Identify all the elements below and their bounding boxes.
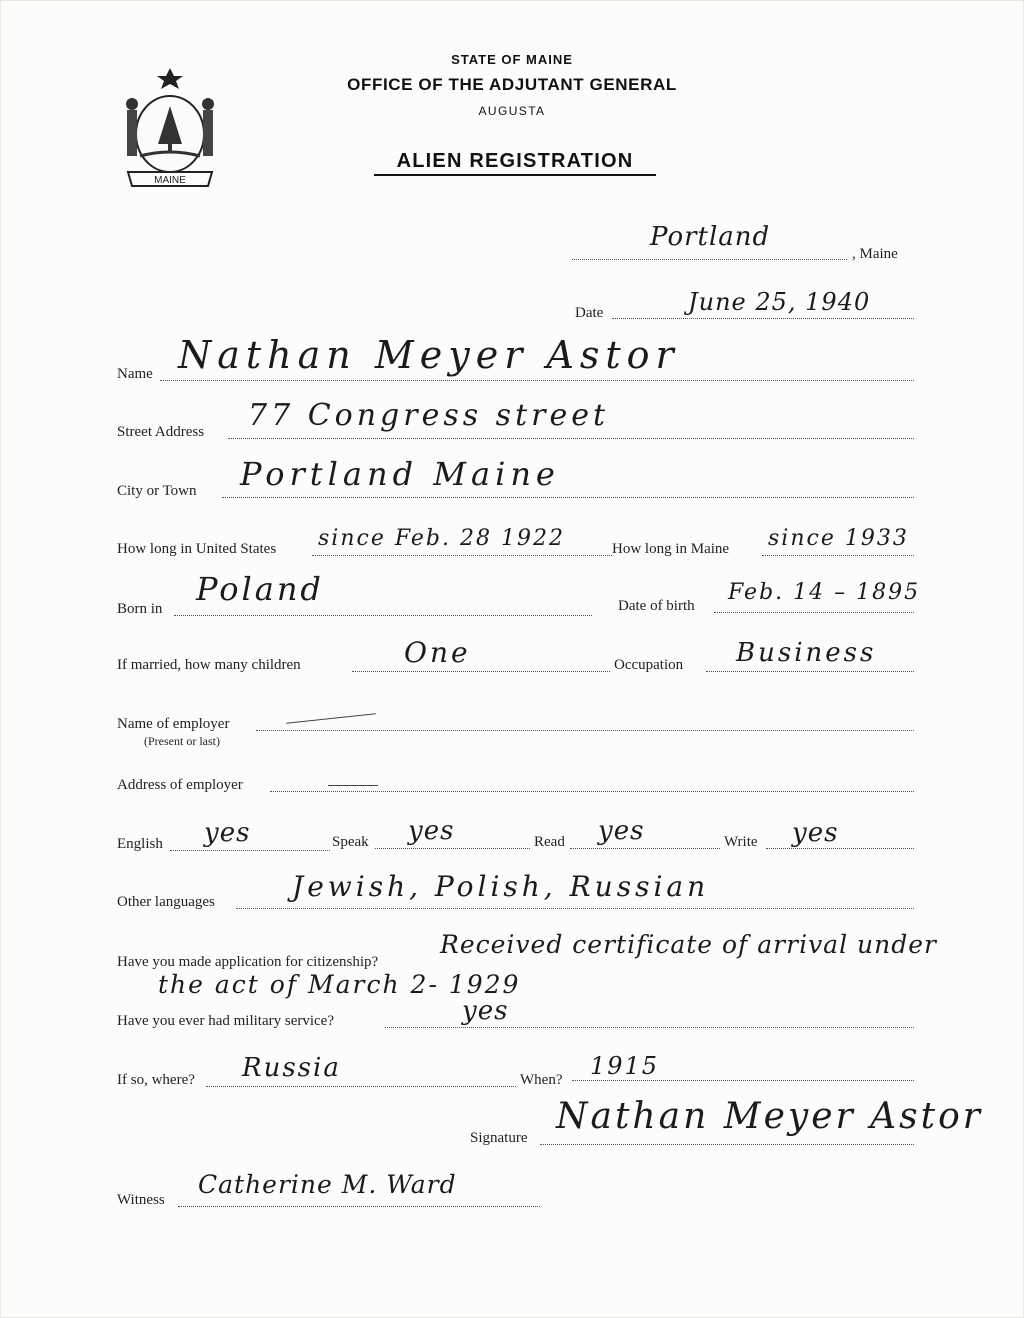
born-line bbox=[174, 615, 592, 616]
svg-text:MAINE: MAINE bbox=[154, 175, 186, 186]
other-languages-line bbox=[236, 908, 914, 909]
employer-address-label: Address of employer bbox=[117, 777, 243, 793]
date-label: Date bbox=[575, 305, 604, 321]
other-languages-label: Other languages bbox=[117, 894, 215, 910]
write-label: Write bbox=[724, 834, 758, 850]
military-value: yes bbox=[462, 996, 509, 1026]
occupation-value: Business bbox=[736, 638, 877, 668]
write-line bbox=[766, 848, 914, 849]
us-stay-label: How long in United States bbox=[117, 541, 277, 557]
name-label: Name bbox=[117, 366, 153, 382]
speak-label: Speak bbox=[332, 834, 369, 850]
dob-line bbox=[714, 612, 914, 613]
name-value: Nathan Meyer Astor bbox=[178, 333, 680, 377]
when-line bbox=[572, 1080, 914, 1081]
witness-value: Catherine M. Ward bbox=[198, 1170, 457, 1199]
maine-label: , Maine bbox=[852, 246, 898, 262]
read-line bbox=[570, 848, 720, 849]
street-line bbox=[228, 438, 914, 439]
english-line bbox=[170, 850, 330, 851]
citizenship-label: Have you made application for citizenship? bbox=[117, 954, 379, 970]
employer-label: Name of employer bbox=[117, 716, 230, 732]
military-label: Have you ever had military service? bbox=[117, 1013, 334, 1029]
witness-label: Witness bbox=[117, 1192, 165, 1208]
name-line bbox=[160, 380, 914, 381]
dob-value: Feb. 14 – 1895 bbox=[728, 580, 921, 605]
state-heading: STATE OF MAINE bbox=[451, 52, 573, 67]
when-value: 1915 bbox=[590, 1052, 660, 1080]
where-line bbox=[206, 1086, 516, 1087]
city-heading: AUGUSTA bbox=[478, 104, 546, 118]
read-label: Read bbox=[534, 834, 565, 850]
maine-stay-line bbox=[762, 555, 914, 556]
office-heading: OFFICE OF THE ADJUTANT GENERAL bbox=[347, 75, 677, 94]
citizenship-value-line2: the act of March 2- 1929 bbox=[158, 970, 521, 999]
born-label: Born in bbox=[117, 601, 163, 617]
city-label: City or Town bbox=[117, 483, 197, 499]
english-value: yes bbox=[204, 818, 251, 848]
date-value: June 25, 1940 bbox=[688, 288, 871, 316]
date-line bbox=[612, 318, 914, 319]
when-label: When? bbox=[520, 1072, 563, 1088]
street-value: 77 Congress street bbox=[248, 398, 610, 433]
town-value: Portland bbox=[650, 222, 771, 252]
employer-dash bbox=[286, 713, 376, 723]
us-stay-value: since Feb. 28 1922 bbox=[318, 526, 565, 551]
occupation-line bbox=[706, 671, 914, 672]
town-line bbox=[572, 259, 847, 260]
employer-sublabel: (Present or last) bbox=[144, 734, 220, 748]
city-value: Portland Maine bbox=[240, 455, 560, 493]
children-value: One bbox=[404, 636, 471, 669]
street-label: Street Address bbox=[117, 424, 205, 440]
signature-label: Signature bbox=[470, 1130, 528, 1146]
speak-value: yes bbox=[408, 816, 455, 846]
english-label: English bbox=[117, 836, 163, 852]
employer-address-line bbox=[270, 791, 914, 792]
form-title: ALIEN REGISTRATION bbox=[374, 150, 656, 176]
children-line bbox=[352, 671, 610, 672]
witness-line bbox=[178, 1206, 540, 1207]
dob-label: Date of birth bbox=[618, 598, 695, 614]
city-line bbox=[222, 497, 914, 498]
us-stay-line bbox=[312, 555, 612, 556]
maine-stay-label: How long in Maine bbox=[612, 541, 730, 557]
maine-stay-value: since 1933 bbox=[768, 526, 909, 551]
read-value: yes bbox=[598, 816, 645, 846]
born-value: Poland bbox=[196, 570, 324, 608]
write-value: yes bbox=[792, 818, 839, 848]
speak-line bbox=[375, 848, 530, 849]
children-label: If married, how many children bbox=[117, 657, 301, 673]
employer-address-dash bbox=[328, 785, 378, 786]
other-languages-value: Jewish, Polish, Russian bbox=[292, 870, 710, 903]
signature-value: Nathan Meyer Astor bbox=[556, 1096, 983, 1137]
citizenship-value-line1: Received certificate of arrival under bbox=[440, 930, 937, 959]
where-value: Russia bbox=[242, 1053, 341, 1083]
signature-line bbox=[540, 1144, 914, 1145]
military-line bbox=[385, 1027, 914, 1028]
where-label: If so, where? bbox=[117, 1072, 195, 1088]
employer-line bbox=[256, 730, 914, 731]
occupation-label: Occupation bbox=[614, 657, 684, 673]
